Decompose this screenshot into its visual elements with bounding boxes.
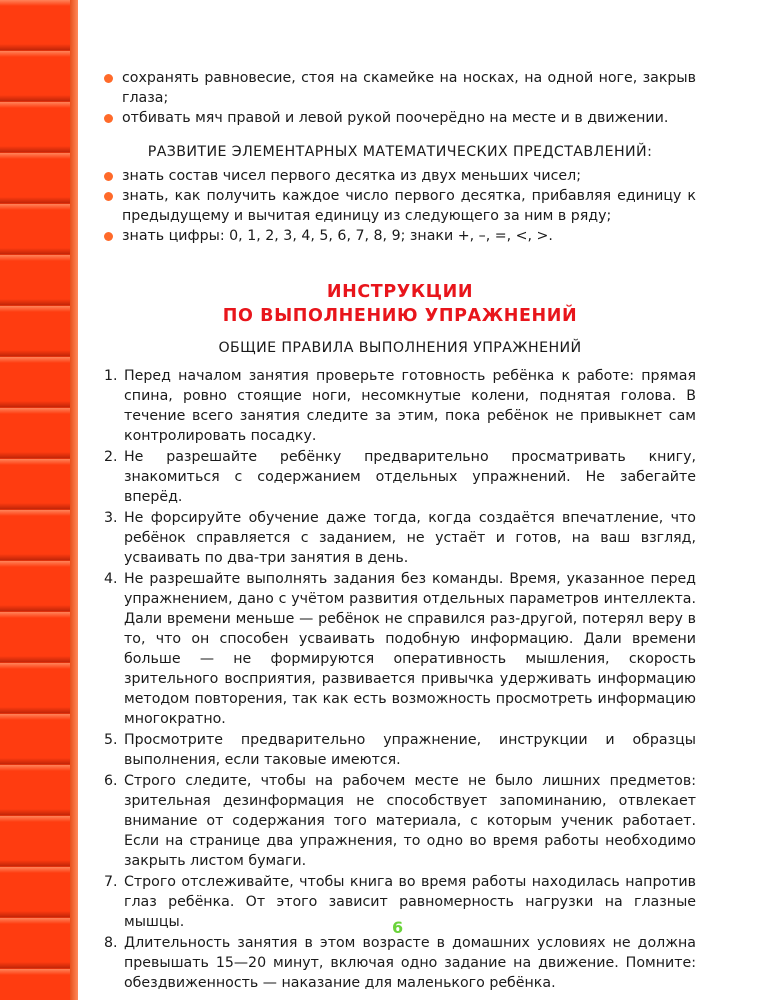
list-item: 8. Длительность занятия в этом возрасте в домашних условиях не должна превышать 15—20 минут, включая одно задание на движение. Помните: обездвиженность — наказание для маленького ребёнка. — [104, 935, 696, 991]
bullet-dot-icon — [104, 172, 113, 181]
page-content — [104, 68, 696, 994]
list-item: знать цифры: 0, 1, 2, 3, 4, 5, 6, 7, 8, 9; знаки +, –, =, <, >. — [104, 226, 696, 246]
bullet-dot-icon — [104, 74, 113, 83]
bullet-dot-icon — [104, 114, 113, 123]
list-item: 1. Перед началом занятия проверьте готовность ребёнка к работе: прямая спина, ровно стоящие ноги, несомкнутые колени, поднятая голова. В течение всего занятия следите за этим, пока ребёнок не привыкнет сам контролировать посадку. — [104, 368, 696, 444]
list-item: знать, как получить каждое число первого десятка, прибавляя единицу к предыдущему и вычитая единицу из следующего за ним в ряду; — [104, 186, 696, 226]
list-item: 6. Строго следите, чтобы на рабочем месте не было лишних предметов: зрительная дезинформация не способствует запоминанию, отвлекает внимание от содержания того материала, с которым ученик работает. Если на странице два упражнения, то одно во время работы необходимо закрыть листом бумаги. — [104, 773, 696, 869]
top-bullet-list — [104, 68, 696, 128]
math-section-heading: РАЗВИТИЕ ЭЛЕМЕНТАРНЫХ МАТЕМАТИЧЕСКИХ ПРЕДСТАВЛЕНИЙ: — [147, 144, 653, 160]
bullet-dot-icon — [104, 232, 113, 241]
instructions-title-line1: ИНСТРУКЦИИ — [326, 282, 474, 302]
rules-subtitle: ОБЩИЕ ПРАВИЛА ВЫПОЛНЕНИЯ УПРАЖНЕНИЙ — [218, 340, 582, 356]
math-bullet-list — [104, 166, 696, 246]
list-item: 2. Не разрешайте ребёнку предварительно просматривать книгу, знакомиться с содержанием отдельных упражнений. Не забегайте вперёд. — [104, 449, 696, 505]
decorative-brick-strip — [0, 0, 78, 1000]
page-number: 6 — [392, 918, 404, 937]
list-item: сохранять равновесие, стоя на скамейке на носках, на одной ноге, закрыв глаза; — [104, 68, 696, 108]
rules-list — [104, 366, 696, 993]
list-item: 4. Не разрешайте выполнять задания без команды. Время, указанное перед упражнением, дано с учётом развития отдельных параметров интеллекта. Дали времени меньше — ребёнок не справился раз-другой, потерял веру в то, что он способен усваивать подобную информацию. Дали времени больше — не формируются оперативность мышления, скорость зрительного восприятия, развивается привычка удерживать информацию методом повторения, так как есть возможность просмотреть информацию многократно. — [104, 571, 696, 727]
instructions-title-line2: ПО ВЫПОЛНЕНИЮ УПРАЖНЕНИЙ — [222, 306, 578, 326]
list-item: знать состав чисел первого десятка из двух меньших чисел; — [104, 166, 696, 186]
list-item: отбивать мяч правой и левой рукой поочерёдно на месте и в движении. — [104, 108, 696, 128]
list-item: 5. Просмотрите предварительно упражнение, инструкции и образцы выполнения, если таковые имеются. — [104, 732, 696, 768]
bullet-dot-icon — [104, 192, 113, 201]
list-item: 7. Строго отслеживайте, чтобы книга во время работы находилась напротив глаз ребёнка. От этого зависит равномерность нагрузки на глазные мышцы. — [104, 874, 696, 930]
list-item: 3. Не форсируйте обучение даже тогда, когда создаётся впечатление, что ребёнок справляется с заданием, не устаёт и готов, на ваш взгляд, усваивать по два-три занятия в день. — [104, 510, 696, 566]
